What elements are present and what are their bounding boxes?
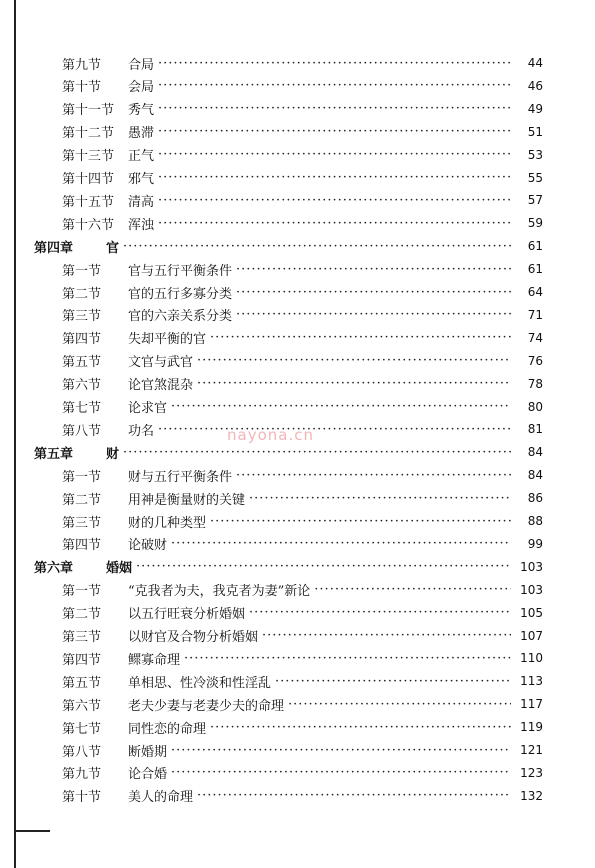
toc-section-row[interactable] bbox=[62, 189, 543, 211]
toc-leader-dots bbox=[236, 468, 511, 483]
toc-section-row[interactable] bbox=[62, 396, 543, 418]
toc-entry-number: 第二节 bbox=[62, 286, 102, 302]
toc-entry-title: 财与五行平衡条件 bbox=[128, 469, 233, 485]
toc-section-row[interactable] bbox=[62, 533, 543, 555]
toc-chapter-row[interactable] bbox=[34, 556, 543, 578]
page-bottom-rule bbox=[14, 830, 50, 832]
toc-leader-dots bbox=[158, 170, 511, 185]
toc-leader-dots bbox=[171, 743, 511, 758]
toc-section-row[interactable] bbox=[62, 167, 543, 189]
toc-entry-number: 第十二节 bbox=[62, 126, 115, 142]
toc-page-number: 103 bbox=[520, 582, 543, 597]
toc-entry-title: 论官煞混杂 bbox=[128, 378, 194, 394]
toc-entry-number: 第十节 bbox=[62, 80, 102, 96]
toc-page-number: 78 bbox=[527, 376, 543, 391]
toc-page-number: 121 bbox=[520, 743, 543, 757]
toc-section-row[interactable] bbox=[62, 510, 543, 532]
toc-entry-number: 第三节 bbox=[62, 630, 102, 645]
toc-entry-title: 财的几种类型 bbox=[128, 515, 207, 531]
toc-leader-dots bbox=[210, 720, 511, 735]
toc-entry-number: 第五章 bbox=[34, 446, 74, 462]
toc-entry-number: 第七节 bbox=[62, 401, 102, 416]
toc-entry-title: 功名 bbox=[128, 423, 155, 439]
toc-page-number: 51 bbox=[527, 124, 543, 139]
toc-entry-title: 财 bbox=[106, 446, 120, 462]
toc-section-row[interactable] bbox=[62, 281, 543, 303]
toc-entry-title: “克我者为夫，我克者为妻”新论 bbox=[128, 584, 311, 600]
toc-entry-title: 官的五行多寡分类 bbox=[128, 286, 233, 302]
toc-entry-title: 邪气 bbox=[128, 172, 155, 187]
toc-section-row[interactable] bbox=[62, 693, 543, 715]
toc-section-row[interactable] bbox=[62, 762, 543, 784]
toc-entry-number: 第十节 bbox=[62, 790, 102, 806]
toc-entry-number: 第二节 bbox=[62, 492, 102, 508]
toc-section-row[interactable] bbox=[62, 304, 543, 326]
toc-page-number: 99 bbox=[527, 536, 543, 551]
toc-page-number: 123 bbox=[520, 765, 543, 780]
toc-entry-title: 婚姻 bbox=[106, 561, 133, 577]
toc-leader-dots bbox=[288, 697, 511, 712]
toc-section-row[interactable] bbox=[62, 212, 543, 234]
toc-entry-number: 第一节 bbox=[62, 584, 102, 600]
toc-entry-title: 老夫少妻与老妻少夫的命理 bbox=[128, 698, 285, 714]
toc-entry-title: 美人的命理 bbox=[128, 790, 194, 806]
toc-section-row[interactable] bbox=[62, 487, 543, 509]
toc-entry-number: 第九节 bbox=[62, 767, 102, 783]
toc-entry-title: 以五行旺衰分析婚姻 bbox=[128, 607, 246, 623]
toc-leader-dots bbox=[158, 101, 511, 116]
toc-section-row[interactable] bbox=[62, 739, 543, 761]
toc-page-number: 59 bbox=[527, 216, 543, 231]
toc-section-row[interactable] bbox=[62, 350, 543, 372]
toc-entry-title: 愚滞 bbox=[128, 126, 155, 142]
toc-entry-title: 同性恋的命理 bbox=[128, 721, 207, 737]
toc-leader-dots bbox=[236, 262, 511, 277]
toc-leader-dots bbox=[210, 514, 511, 529]
toc-entry-number: 第十四节 bbox=[62, 172, 115, 187]
toc-section-row[interactable] bbox=[62, 98, 543, 120]
toc-page-number: 86 bbox=[527, 491, 543, 506]
toc-section-row[interactable] bbox=[62, 579, 543, 601]
toc-page-number: 55 bbox=[527, 170, 543, 185]
toc-section-row[interactable] bbox=[62, 75, 543, 97]
toc-page-number: 84 bbox=[527, 445, 543, 460]
page-margin-line bbox=[14, 0, 16, 868]
toc-entry-title: 官的六亲关系分类 bbox=[128, 309, 233, 325]
toc-section-row[interactable] bbox=[62, 647, 543, 669]
toc-leader-dots bbox=[249, 605, 511, 620]
toc-entry-number: 第三节 bbox=[62, 515, 102, 531]
toc-leader-dots bbox=[123, 445, 511, 460]
toc-page-number: 57 bbox=[527, 193, 543, 208]
toc-entry-title: 用神是衡量财的关键 bbox=[128, 492, 246, 508]
toc-leader-dots bbox=[236, 307, 511, 322]
toc-leader-dots bbox=[275, 674, 511, 689]
toc-entry-title: 断婚期 bbox=[128, 744, 168, 760]
toc-entry-number: 第六节 bbox=[62, 698, 102, 714]
toc-entry-number: 第十六节 bbox=[62, 217, 115, 233]
toc-leader-dots bbox=[158, 78, 511, 93]
toc-section-row[interactable] bbox=[62, 625, 543, 647]
toc-leader-dots bbox=[158, 124, 511, 139]
toc-leader-dots bbox=[236, 285, 511, 300]
toc-leader-dots bbox=[136, 559, 511, 574]
toc-entry-title: 清高 bbox=[128, 194, 155, 210]
toc-entry-title: 会局 bbox=[128, 80, 155, 96]
toc-page-number: 74 bbox=[527, 330, 543, 345]
toc-entry-number: 第六章 bbox=[34, 561, 74, 577]
toc-section-row[interactable] bbox=[62, 602, 543, 624]
toc-entry-number: 第一节 bbox=[62, 263, 102, 279]
toc-page-number: 46 bbox=[527, 78, 543, 93]
toc-page-number: 61 bbox=[527, 239, 543, 254]
toc-section-row[interactable] bbox=[62, 785, 543, 807]
watermark: nayona.cn bbox=[227, 426, 314, 444]
toc-section-row[interactable] bbox=[62, 716, 543, 738]
toc-leader-dots bbox=[171, 399, 511, 414]
toc-entry-title: 浑浊 bbox=[128, 217, 155, 233]
toc-page-number: 80 bbox=[527, 399, 543, 414]
toc-leader-dots bbox=[262, 628, 511, 643]
toc-entry-number: 第十一节 bbox=[62, 103, 115, 119]
toc-page-number: 113 bbox=[520, 674, 543, 689]
toc-page-number: 53 bbox=[527, 147, 543, 162]
toc-page-number: 103 bbox=[520, 559, 543, 574]
toc-page-number: 76 bbox=[527, 353, 543, 368]
toc-leader-dots bbox=[171, 536, 511, 551]
toc-page-number: 105 bbox=[520, 605, 543, 620]
toc-leader-dots bbox=[210, 330, 511, 345]
toc-entry-number: 第四节 bbox=[62, 332, 102, 348]
toc-page-number: 44 bbox=[527, 56, 543, 70]
toc-leader-dots bbox=[123, 239, 511, 254]
toc-entry-title: 合局 bbox=[128, 57, 155, 73]
toc-entry-number: 第八节 bbox=[62, 423, 102, 439]
toc-page-number: 132 bbox=[520, 788, 543, 803]
toc-leader-dots bbox=[197, 353, 511, 368]
toc-page-number: 107 bbox=[520, 628, 543, 643]
toc-page-number: 49 bbox=[527, 101, 543, 116]
toc-leader-dots bbox=[197, 788, 511, 803]
toc-entry-title: 秀气 bbox=[128, 103, 155, 119]
toc-chapter-row[interactable] bbox=[34, 441, 543, 463]
toc-entry-title: 论合婚 bbox=[128, 767, 168, 783]
toc-entry-number: 第七节 bbox=[62, 721, 102, 737]
toc-entry-number: 第一节 bbox=[62, 469, 102, 485]
toc-leader-dots bbox=[158, 422, 511, 437]
toc-entry-title: 单相思、性冷淡和性淫乱 bbox=[128, 675, 272, 691]
toc-entry-title: 正气 bbox=[128, 149, 155, 165]
toc-section-row[interactable] bbox=[62, 327, 543, 349]
toc-section-row[interactable] bbox=[62, 144, 543, 166]
toc-leader-dots bbox=[158, 147, 511, 162]
toc-page-number: 71 bbox=[527, 307, 543, 322]
toc-entry-number: 第六节 bbox=[62, 378, 102, 394]
toc-entry-number: 第五节 bbox=[62, 675, 102, 691]
toc-entry-number: 第八节 bbox=[62, 744, 102, 760]
toc-page-number: 117 bbox=[520, 697, 543, 712]
toc-page-number: 84 bbox=[527, 468, 543, 483]
toc-entry-title: 以财官及合物分析婚姻 bbox=[128, 630, 259, 645]
toc-page-number: 61 bbox=[527, 262, 543, 277]
toc-section-row[interactable] bbox=[62, 52, 543, 74]
toc-chapter-row[interactable] bbox=[34, 235, 543, 257]
toc-leader-dots bbox=[158, 216, 511, 231]
toc-entry-title: 论求官 bbox=[128, 401, 168, 416]
toc-entry-number: 第十五节 bbox=[62, 194, 115, 210]
toc-entry-number: 第五节 bbox=[62, 355, 102, 371]
toc-page-number: 119 bbox=[520, 720, 543, 735]
toc-entry-title: 失却平衡的官 bbox=[128, 332, 207, 348]
toc-leader-dots bbox=[158, 56, 511, 71]
toc-leader-dots bbox=[197, 376, 511, 391]
toc-leader-dots bbox=[314, 582, 511, 597]
toc-entry-title: 官 bbox=[106, 240, 120, 256]
toc-entry-number: 第四章 bbox=[34, 240, 74, 256]
toc-leader-dots bbox=[249, 491, 511, 506]
toc-entry-title: 论破财 bbox=[128, 538, 168, 554]
toc-page-number: 110 bbox=[520, 651, 543, 666]
toc-entry-number: 第二节 bbox=[62, 607, 102, 623]
toc-entry-number: 第四节 bbox=[62, 538, 102, 554]
toc-page-number: 64 bbox=[527, 285, 543, 299]
toc-section-row[interactable] bbox=[62, 373, 543, 395]
toc-entry-number: 第四节 bbox=[62, 652, 102, 668]
toc-entry-title: 文官与武官 bbox=[128, 355, 194, 371]
toc-entry-number: 第三节 bbox=[62, 309, 102, 325]
toc-section-row[interactable] bbox=[62, 670, 543, 692]
toc-entry-title: 官与五行平衡条件 bbox=[128, 263, 233, 279]
toc-page-number: 81 bbox=[527, 422, 543, 437]
toc-leader-dots bbox=[184, 651, 511, 666]
toc-page-number: 88 bbox=[527, 514, 543, 528]
toc-section-row[interactable] bbox=[62, 121, 543, 143]
toc-leader-dots bbox=[171, 765, 511, 780]
toc-section-row[interactable] bbox=[62, 258, 543, 280]
toc-entry-title: 鳏寡命理 bbox=[128, 652, 181, 668]
toc-entry-number: 第九节 bbox=[62, 57, 102, 73]
toc-entry-number: 第十三节 bbox=[62, 149, 115, 165]
toc-leader-dots bbox=[158, 193, 511, 208]
toc-section-row[interactable] bbox=[62, 464, 543, 486]
